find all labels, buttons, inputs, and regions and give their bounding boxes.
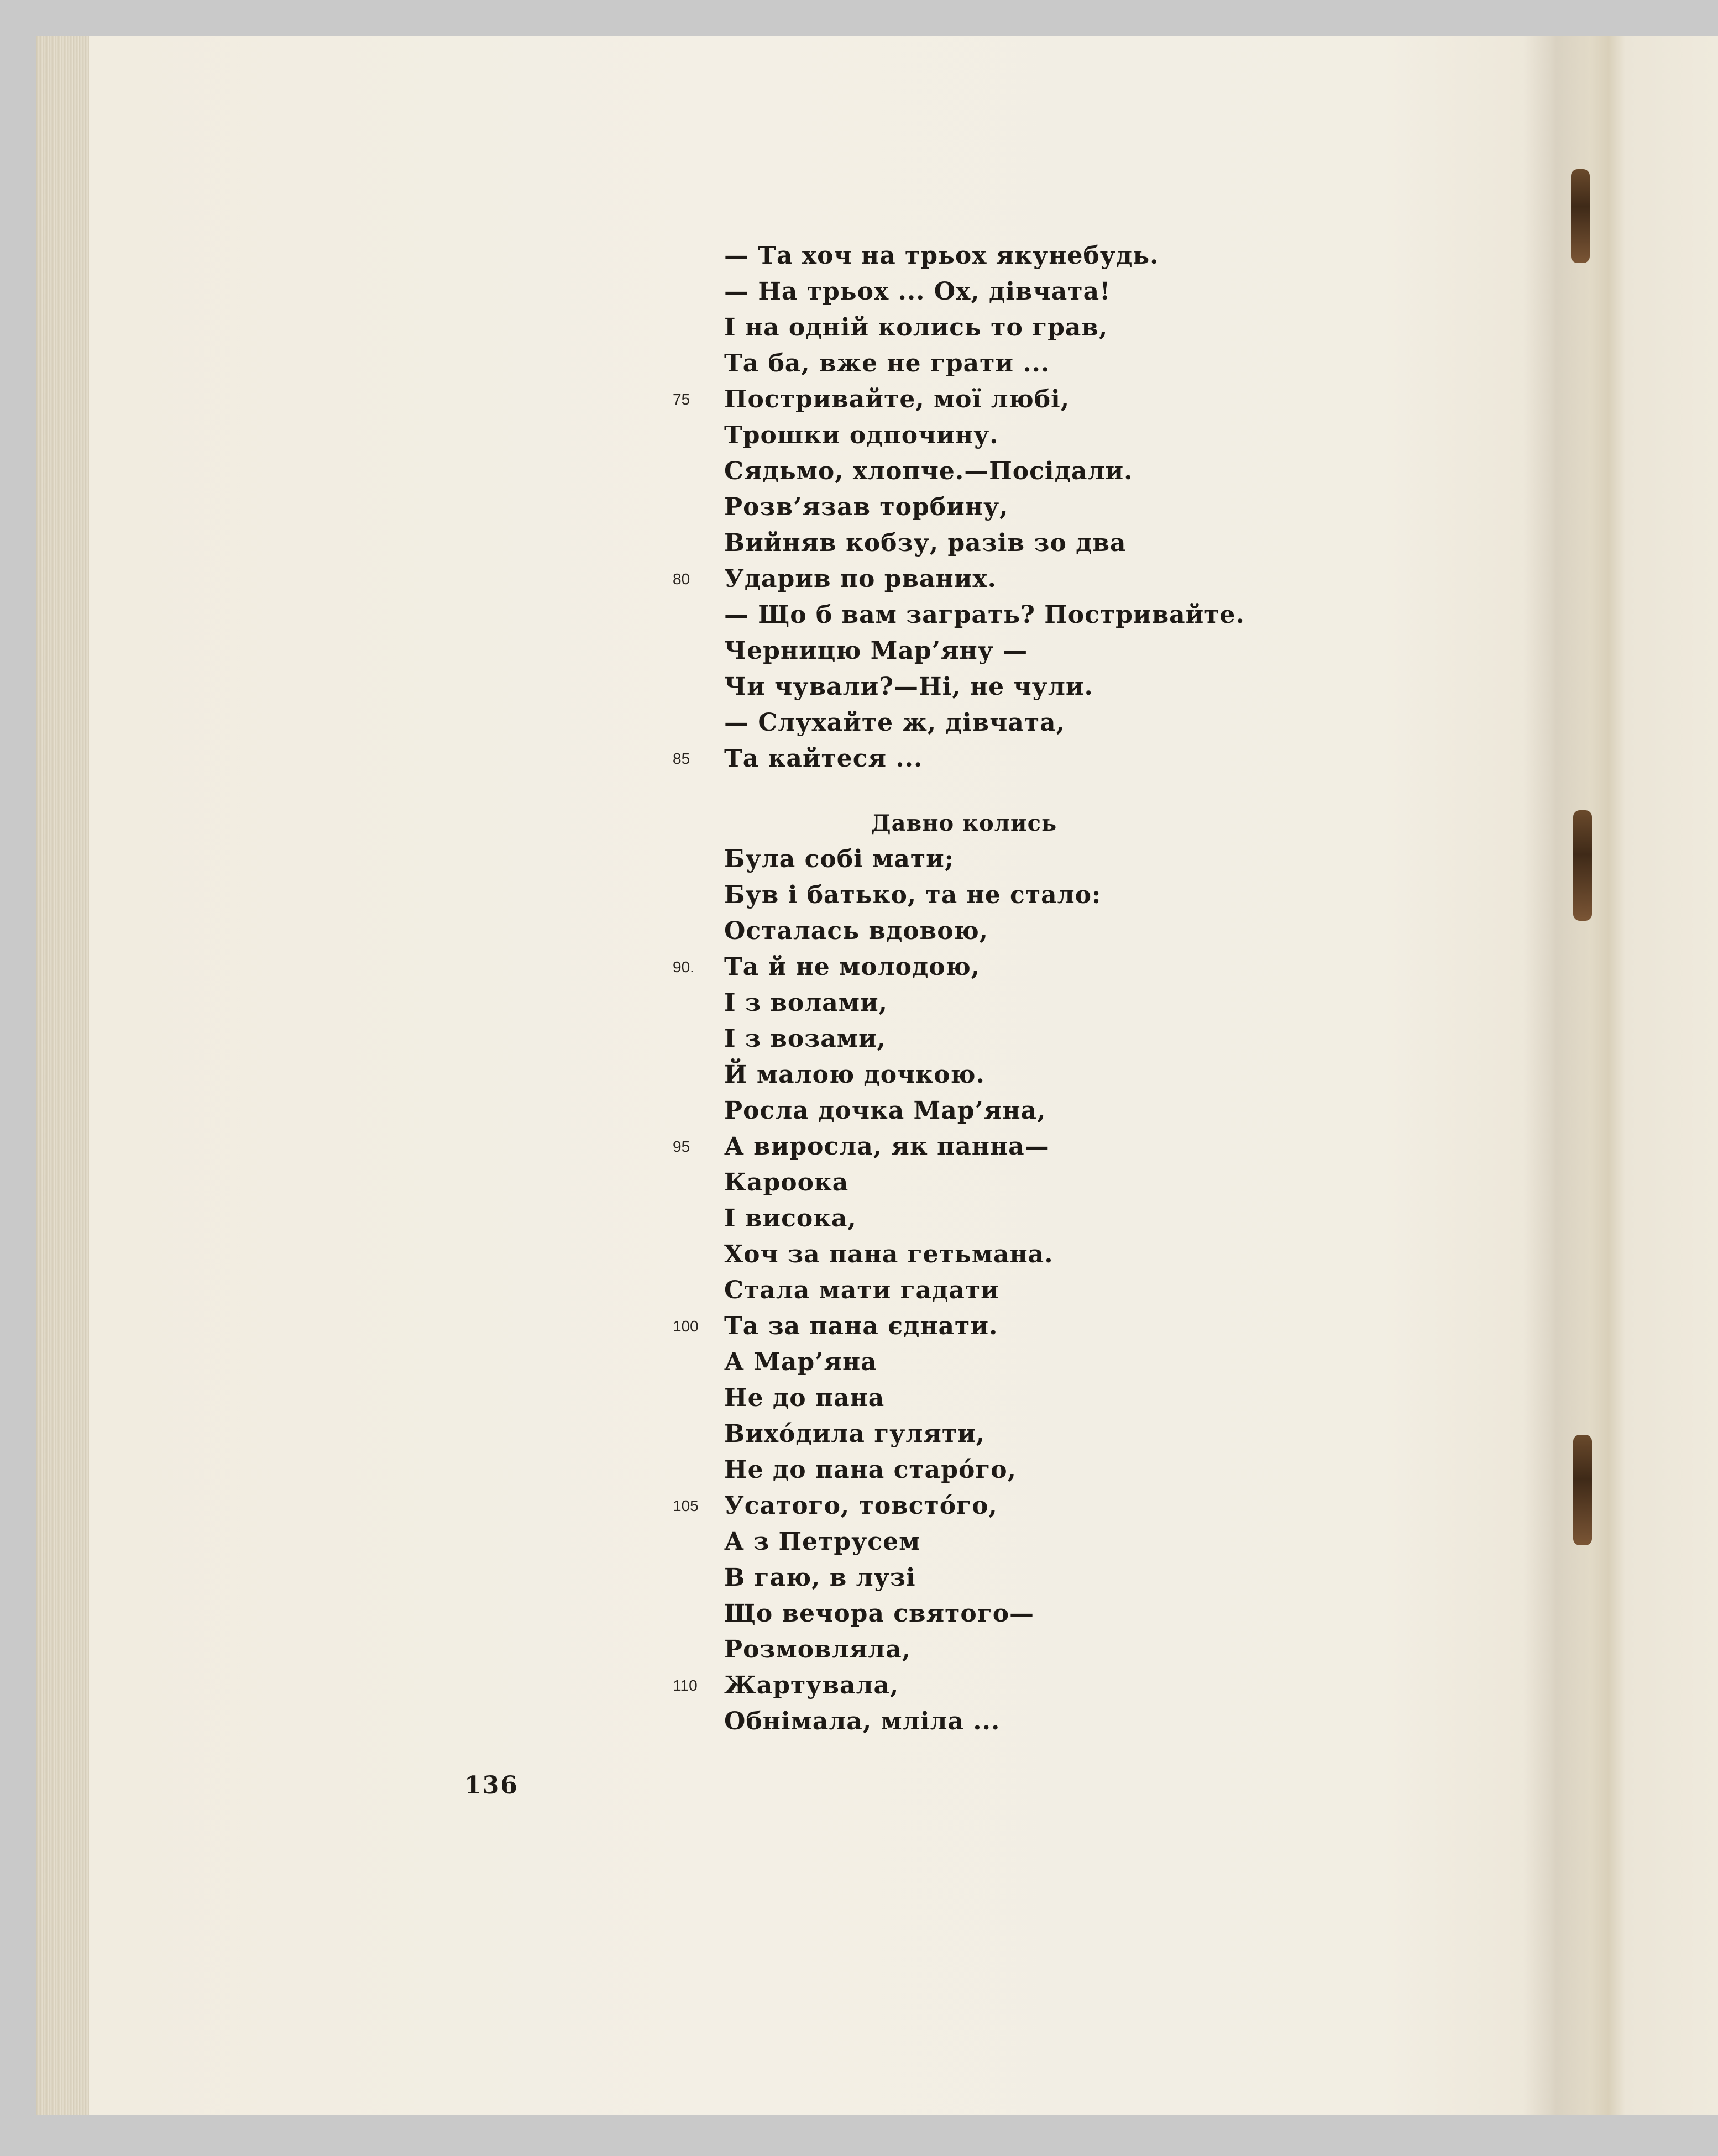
line-text: А Мар’яна bbox=[724, 1348, 877, 1376]
page-number: 136 bbox=[464, 1771, 518, 1800]
line-number: 90. bbox=[673, 958, 694, 975]
poem-line bbox=[724, 525, 1443, 561]
line-text: Чи чували?—Ні, не чули. bbox=[724, 673, 1093, 701]
poem-line bbox=[724, 1596, 1443, 1632]
poem-line bbox=[724, 1632, 1443, 1667]
line-text: Черницю Мар’яну — bbox=[724, 637, 1028, 665]
line-text: Й малою дочкою. bbox=[724, 1061, 985, 1089]
line-text: І з возами, bbox=[724, 1025, 886, 1053]
line-text: Усатого, товстóго, bbox=[724, 1492, 998, 1520]
section-heading: Давно колись bbox=[871, 810, 1057, 836]
poem-line bbox=[673, 1667, 1443, 1703]
gutter-shadow bbox=[1523, 36, 1590, 2115]
poem-line bbox=[724, 705, 1443, 741]
poem-line bbox=[724, 310, 1443, 345]
poem-line bbox=[724, 1560, 1443, 1596]
line-text: А з Петрусем bbox=[724, 1528, 921, 1556]
line-text: Росла дочка Мар’яна, bbox=[724, 1097, 1046, 1125]
line-text: — Та хоч на трьох якунебудь. bbox=[724, 242, 1159, 270]
rust-staple-mark bbox=[1571, 169, 1590, 263]
poem-line bbox=[673, 561, 1443, 597]
line-text: І на одній колись то грав, bbox=[724, 313, 1108, 342]
line-text: Жартувала, bbox=[724, 1671, 899, 1699]
line-text: Сядьмо, хлопче.—Посідали. bbox=[724, 457, 1133, 485]
poem-line bbox=[724, 489, 1443, 525]
line-text: Розмовляла, bbox=[724, 1635, 912, 1664]
line-number: 110 bbox=[673, 1677, 698, 1694]
poem-line bbox=[724, 633, 1443, 669]
line-text: Був і батько, та не стало: bbox=[724, 881, 1102, 909]
poem-line bbox=[724, 1164, 1443, 1200]
line-number: 95 bbox=[673, 1138, 690, 1155]
poem-line bbox=[673, 381, 1443, 417]
poem-line bbox=[673, 741, 1443, 777]
line-text: Кароока bbox=[724, 1168, 849, 1197]
poem-line bbox=[724, 913, 1443, 949]
line-text: Вихóдила гуляти, bbox=[724, 1420, 986, 1448]
rust-staple-mark bbox=[1573, 810, 1592, 921]
line-number: 105 bbox=[673, 1497, 699, 1514]
line-text: Хоч за пана гетьмана. bbox=[724, 1240, 1054, 1268]
line-text: Постривайте, мої любі, bbox=[724, 385, 1070, 413]
line-text: І висока, bbox=[724, 1204, 857, 1232]
poem-line bbox=[724, 877, 1443, 913]
poem-line bbox=[724, 1452, 1443, 1488]
line-number: 80 bbox=[673, 570, 690, 587]
line-text: Та й не молодою, bbox=[724, 953, 981, 981]
poem-line bbox=[673, 1308, 1443, 1344]
line-text: Стала мати гадати bbox=[724, 1276, 999, 1304]
poem-line bbox=[724, 985, 1443, 1021]
line-text: І з волами, bbox=[724, 989, 888, 1017]
line-number: 100 bbox=[673, 1318, 699, 1335]
poem-line bbox=[724, 841, 1443, 877]
poem-line bbox=[724, 1093, 1443, 1129]
line-text: Не до пана старóго, bbox=[724, 1456, 1017, 1484]
line-text: Не до пана bbox=[724, 1384, 885, 1412]
poem-line bbox=[724, 238, 1443, 274]
line-text: — Що б вам заграть? Постривайте. bbox=[724, 601, 1245, 629]
poem-line bbox=[724, 1021, 1443, 1057]
poem-text bbox=[673, 238, 1443, 1739]
poem-line bbox=[724, 417, 1443, 453]
poem-line bbox=[724, 1416, 1443, 1452]
line-text: Розв’язав торбину, bbox=[724, 493, 1009, 521]
poem-line bbox=[673, 1129, 1443, 1164]
poem-line bbox=[724, 1380, 1443, 1416]
line-text: Що вечора святого— bbox=[724, 1599, 1035, 1628]
line-text: Обнімала, мліла ... bbox=[724, 1707, 1001, 1735]
poem-line bbox=[724, 1703, 1443, 1739]
line-text: Вийняв кобзу, разів зо два bbox=[724, 529, 1127, 557]
line-text: — На трьох ... Ох, дівчата! bbox=[724, 277, 1111, 306]
line-text: Та кайтеся ... bbox=[724, 744, 923, 773]
line-text: Та ба, вже не грати ... bbox=[724, 349, 1050, 377]
poem-line bbox=[724, 669, 1443, 705]
poem-line bbox=[724, 1272, 1443, 1308]
line-number: 85 bbox=[673, 750, 690, 767]
line-text: Ударив по рваних. bbox=[724, 565, 997, 593]
poem-line bbox=[724, 345, 1443, 381]
poem-line bbox=[724, 1200, 1443, 1236]
poem-line bbox=[724, 1344, 1443, 1380]
rust-staple-mark bbox=[1573, 1435, 1592, 1545]
line-text: В гаю, в лузі bbox=[724, 1564, 916, 1592]
line-text: Осталась вдовою, bbox=[724, 917, 988, 945]
page-stack-edge bbox=[36, 36, 89, 2115]
poem-line bbox=[673, 1488, 1443, 1524]
poem-line bbox=[724, 274, 1443, 310]
line-text: Трошки одпочину. bbox=[724, 421, 999, 449]
line-text: — Слухайте ж, дівчата, bbox=[724, 709, 1065, 737]
line-text: Була собі мати; bbox=[724, 845, 955, 873]
poem-line bbox=[724, 453, 1443, 489]
poem-line bbox=[724, 1057, 1443, 1093]
poem-line bbox=[724, 597, 1443, 633]
poem-line bbox=[673, 949, 1443, 985]
line-text: Та за пана єднати. bbox=[724, 1312, 998, 1340]
line-text: А виросла, як панна— bbox=[724, 1132, 1050, 1161]
line-number: 75 bbox=[673, 391, 690, 408]
poem-line bbox=[724, 1236, 1443, 1272]
poem-line bbox=[724, 1524, 1443, 1560]
